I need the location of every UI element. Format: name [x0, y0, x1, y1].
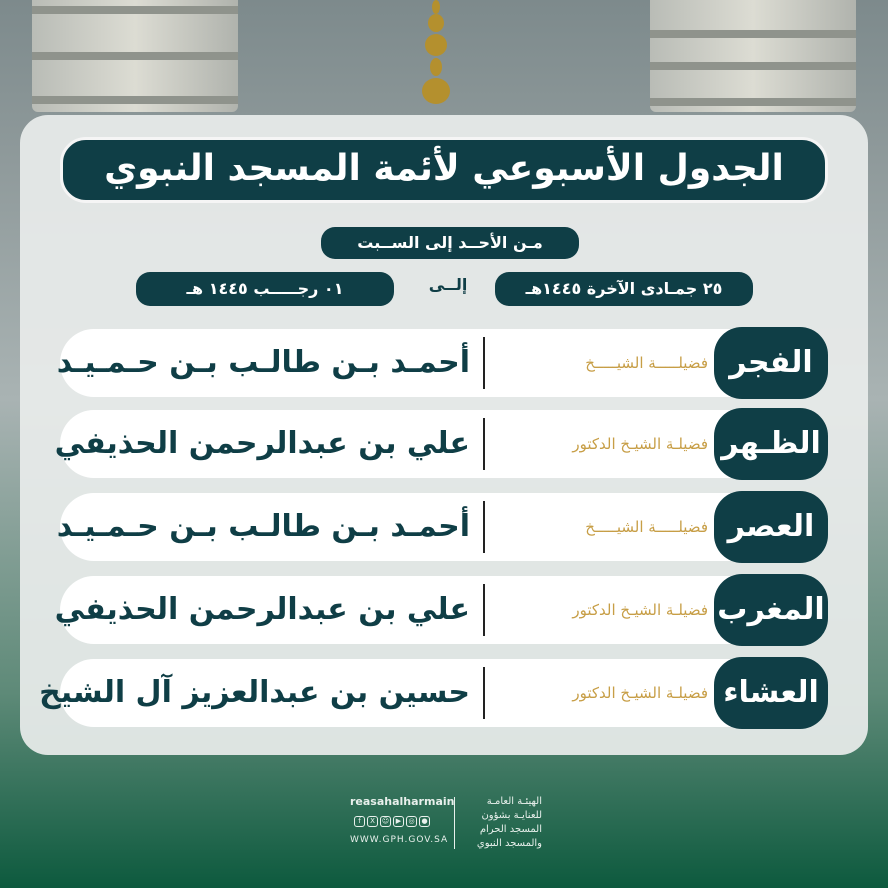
x-icon[interactable]: X	[367, 816, 378, 827]
prayer-name: المغرب	[714, 574, 828, 646]
minaret-finial	[418, 0, 454, 115]
imam-name: علي بن عبدالرحمن الحذيفي	[54, 592, 470, 627]
schedule-row	[54, 410, 826, 478]
footer	[350, 795, 540, 855]
org-line: الهيئـة العامـة	[486, 796, 542, 807]
snapchat-icon[interactable]: ☺	[381, 817, 390, 825]
instagram-icon[interactable]: ◎	[406, 816, 417, 827]
schedule-row	[56, 493, 826, 561]
row-divider	[483, 418, 485, 470]
org-line: المسجد الحرام	[479, 824, 542, 835]
prayer-name: العشاء	[714, 657, 828, 729]
minaret-left	[32, 0, 238, 112]
date-to-badge: ٠١ رجـــــب ١٤٤٥ هـ	[136, 272, 394, 306]
website-link[interactable]: WWW.GPH.GOV.SA	[350, 835, 449, 845]
prayer-name: العصر	[714, 491, 828, 563]
org-line: للعنايـة بشؤون	[481, 810, 542, 821]
imam-honorific: فضيلـة الشيـخ الدكتور	[572, 435, 708, 453]
imam-name: أحمـد بـن طالـب بـن حـمـيـد	[56, 509, 470, 544]
organization-name	[462, 795, 542, 851]
imam-honorific: فضيلـة الشيـخ الدكتور	[572, 684, 708, 702]
facebook-icon[interactable]: f	[354, 816, 365, 827]
location-icon[interactable]: ●	[419, 816, 430, 827]
date-separator: إلــى	[428, 275, 468, 294]
schedule-row	[39, 659, 826, 727]
imam-name: علي بن عبدالرحمن الحذيفي	[54, 426, 470, 461]
org-line: والمسجد النبوي	[476, 838, 542, 849]
social-icons	[354, 816, 430, 827]
days-range-badge: مـن الأحــد إلى الســبت	[321, 227, 579, 259]
footer-divider	[454, 797, 455, 849]
schedule-row	[54, 576, 826, 644]
social-handle: reasahalharmain	[350, 795, 455, 808]
prayer-name: الفجر	[714, 327, 828, 399]
imam-name: أحمـد بـن طالـب بـن حـمـيـد	[56, 345, 470, 380]
minaret-right	[650, 0, 856, 112]
imam-name: حسين بن عبدالعزيز آل الشيخ	[39, 675, 470, 710]
imam-honorific: فضيلـــــة الشيـــــخ	[585, 518, 708, 536]
row-divider	[483, 501, 485, 553]
imam-honorific: فضيلـــــة الشيـــــخ	[585, 354, 708, 372]
schedule-row	[56, 329, 826, 397]
prayer-name: الظـهر	[714, 408, 828, 480]
row-divider	[483, 337, 485, 389]
row-divider	[483, 584, 485, 636]
page-title: الجدول الأسبوعي لأئمة المسجد النبوي	[60, 137, 828, 203]
youtube-icon[interactable]: ▶	[393, 816, 404, 827]
imam-honorific: فضيلـة الشيـخ الدكتور	[572, 601, 708, 619]
date-from-badge: ٢٥ جمـادى الآخرة ١٤٤٥هـ	[495, 272, 753, 306]
row-divider	[483, 667, 485, 719]
